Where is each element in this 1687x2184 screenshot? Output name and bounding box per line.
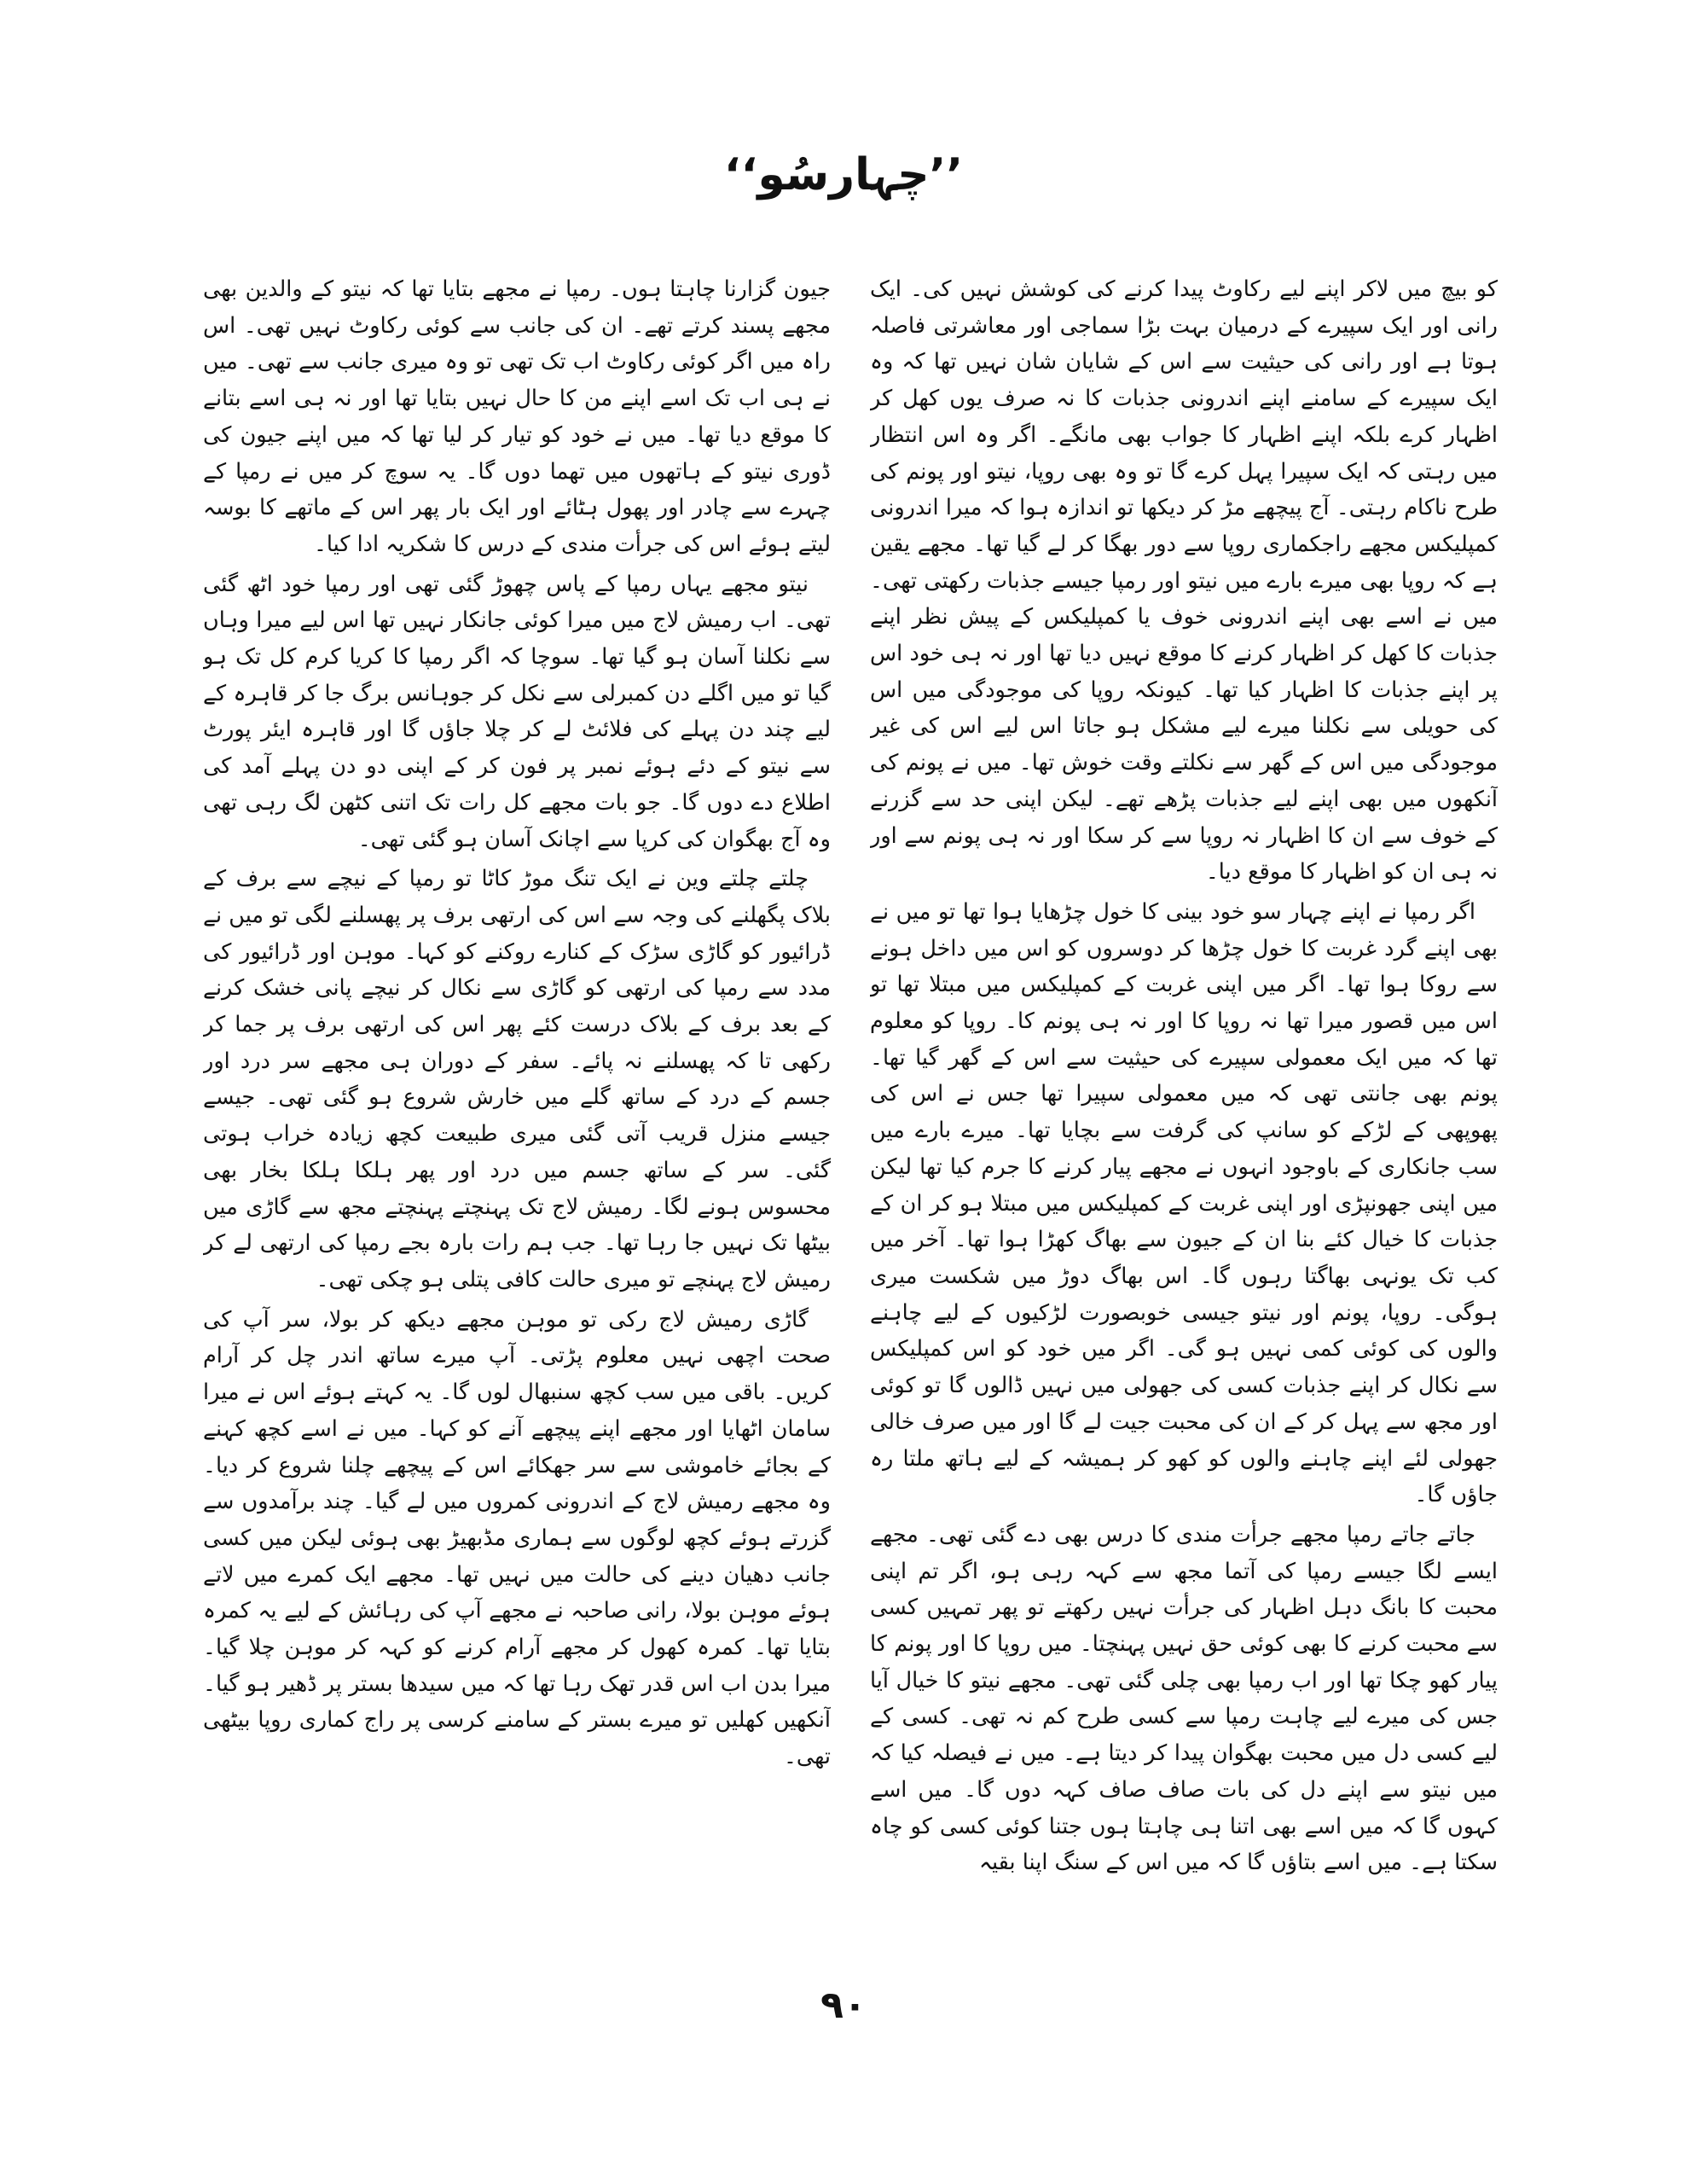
paragraph: کو بیچ میں لاکر اپنے لیے رکاوٹ پیدا کرنے کی کوشش نہیں کی۔ ایک رانی اور ایک سپیرے کے درمیان بہت بڑا سماجی اور معاشرتی فاصلہ ہوتا ہے اور رانی کی حیثیت سے اس کے شایان شان نہیں تھا کہ وہ ایک سپیرے کے سامنے اپنے اندرونی جذبات کا نہ صرف یوں کھل کر اظہار کرے بلکہ اپنے اظہار کا جواب بھی مانگے۔ اگر وہ اس انتظار میں رہتی کہ ایک سپیرا پہل کرے گا تو وہ بھی روپا، نیتو اور پونم کی طرح ناکام رہتی۔ آج پیچھے مڑ کر دیکھا تو اندازہ ہوا کہ میرا اندرونی کمپلیکس مجھے راجکماری روپا سے دور بھگا کر لے گیا تھا۔ مجھے یقین ہے کہ روپا بھی میرے بارے میں نیتو اور رمپا جیسے جذبات رکھتی تھی۔ میں نے اسے بھی اپنے اندرونی خوف یا کمپلیکس کے پیش نظر اپنے جذبات کا کھل کر اظہار کرنے کا موقع نہیں دیا تھا اور نہ ہی خود اس پر اپنے جذبات کا اظہار کیا تھا۔ کیونکہ روپا کی موجودگی میں اس کی حویلی سے نکلنا میرے لیے مشکل ہو جاتا اس لیے اس کی غیر موجودگی میں اس کے گھر سے نکلتے وقت خوش تھا۔ میں نے پونم کی آنکھوں میں بھی اپنے لیے جذبات پڑھے تھے۔ لیکن اپنی حد سے گزرنے کے خوف سے ان کا اظہار نہ روپا سے کر سکا اور نہ ہی پونم سے اور نہ ہی ان کو اظہار کا موقع دیا۔: [870, 276, 1498, 886]
article-body: [203, 271, 1498, 1969]
paragraph: گاڑی رمیش لاج رکی تو موہن مجھے دیکھ کر بولا، سر آپ کی صحت اچھی نہیں معلوم پڑتی۔ آپ میرے ساتھ اندر چل کر آرام کریں۔ باقی میں سب کچھ سنبھال لوں گا۔ یہ کہتے ہوئے اس نے میرا سامان اٹھایا اور مجھے اپنے پیچھے آنے کو کہا۔ میں نے اسے کچھ کہنے کے بجائے خاموشی سے سر جھکائے اس کے پیچھے چلنا شروع کر دیا۔ وہ مجھے رمیش لاج کے اندرونی کمروں میں لے گیا۔ چند برآمدوں سے گزرتے ہوئے کچھ لوگوں سے ہماری مڈبھیڑ بھی ہوئی لیکن میں کسی جانب دھیان دینے کی حالت میں نہیں تھا۔ مجھے ایک کمرے میں لاتے ہوئے موہن بولا، رانی صاحبہ نے مجھے آپ کی رہائش کے لیے یہ کمرہ بتایا تھا۔ کمرہ کھول کر مجھے آرام کرنے کو کہہ کر موہن چلا گیا۔ میرا بدن اب اس قدر تھک رہا تھا کہ میں سیدھا بستر پر ڈھیر ہو گیا۔ آنکھیں کھلیں تو میرے بستر کے سامنے کرسی پر راج کماری روپا بیٹھی تھی۔: [203, 1306, 831, 1770]
paragraph: نیتو مجھے یہاں رمپا کے پاس چھوڑ گئی تھی اور رمپا خود اٹھ گئی تھی۔ اب رمیش لاج میں میرا کوئی جانکار نہیں تھا اس لیے میرا وہاں سے نکلنا آسان ہو گیا تھا۔ سوچا کہ اگر رمپا کا کریا کرم کل تک ہو گیا تو میں اگلے دن کمبرلی سے نکل کر جوہانس برگ جا کر قاہرہ کے لیے چند دن پہلے کی فلائٹ لے کر چلا جاؤں گا اور قاہرہ ایئر پورٹ سے نیتو کے دئے ہوئے نمبر پر فون کر کے اپنی دو دن پہلے آمد کی اطلاع دے دوں گا۔ جو بات مجھے کل رات تک اتنی کٹھن لگ رہی تھی وہ آج بھگوان کی کرپا سے اچانک آسان ہو گئی تھی۔: [203, 571, 831, 852]
column-right: [870, 271, 1498, 1969]
paragraph: اگر رمپا نے اپنے چہار سو خود بینی کا خول چڑھایا ہوا تھا تو میں نے بھی اپنے گرد غربت کا خول چڑھا کر دوسروں کو اس میں داخل ہونے سے روکا ہوا تھا۔ اگر میں اپنی غربت کے کمپلیکس میں مبتلا تھا تو اس میں قصور میرا تھا نہ روپا کا اور نہ ہی پونم کا۔ روپا کو معلوم تھا کہ میں ایک معمولی سپیرے کی حیثیت سے اس کے گھر گیا تھا۔ پونم بھی جانتی تھی کہ میں معمولی سپیرا تھا جس نے اس کی پھوپھی کے لڑکے کو سانپ کی گرفت سے بچایا تھا۔ میرے بارے میں سب جانکاری کے باوجود انہوں نے مجھے پیار کرنے کا جرم کیا تھا لیکن میں اپنی جھونپڑی اور اپنی غربت کے کمپلیکس میں مبتلا ہو کر ان کے جذبات کا خیال کئے بنا ان کے جیون سے بھاگ کھڑا ہوا تھا۔ آخر میں کب تک یونہی بھاگتا رہوں گا۔ اس بھاگ دوڑ میں شکست میری ہوگی۔ روپا، پونم اور نیتو جیسی خوبصورت لڑکیوں کے لیے چاہنے والوں کی کوئی کمی نہیں ہو گی۔ اگر میں خود کو اس کمپلیکس سے نکال کر اپنے جذبات کسی کی جھولی میں نہیں ڈالوں گا تو کوئی اور مجھ سے پہل کر کے ان کی محبت جیت لے گا اور میں صرف خالی جھولی لئے اپنے چاہنے والوں کو کھو کر ہمیشہ کے لیے ہاتھ ملتا رہ جاؤں گا۔: [870, 898, 1498, 1508]
paragraph: جیون گزارنا چاہتا ہوں۔ رمپا نے مجھے بتایا تھا کہ نیتو کے والدین بھی مجھے پسند کرتے تھے۔ ان کی جانب سے کوئی رکاوٹ نہیں تھی۔ اس راہ میں اگر کوئی رکاوٹ اب تک تھی تو وہ میری جانب سے تھی۔ میں نے ہی اب تک اسے اپنے من کا حال نہیں بتایا تھا اور نہ ہی اسے بتانے کا موقع دیا تھا۔ میں نے خود کو تیار کر لیا تھا کہ میں اپنے جیون کی ڈوری نیتو کے ہاتھوں میں تھما دوں گا۔ یہ سوچ کر میں نے رمپا کے چہرے سے چادر اور پھول ہٹائے اور ایک بار پھر اس کے ماتھے کا بوسہ لیتے ہوئے اس کی جرأت مندی کے درس کا شکریہ ادا کیا۔: [203, 276, 831, 557]
column-left: [203, 271, 831, 1969]
page-header-title: ’’چہارسُو‘‘: [723, 149, 964, 200]
page-number: ۹۰: [820, 1984, 867, 2027]
paragraph: جاتے جاتے رمپا مجھے جرأت مندی کا درس بھی دے گئی تھی۔ مجھے ایسے لگا جیسے رمپا کی آتما مجھ سے کہہ رہی ہو، اگر تم اپنی محبت کا بانگ دہل اظہار کی جرأت نہیں رکھتے تو پھر تمہیں کسی سے محبت کرنے کا بھی کوئی حق نہیں پہنچتا۔ میں روپا کا اور پونم کا پیار کھو چکا تھا اور اب رمپا بھی چلی گئی تھی۔ مجھے نیتو کا خیال آیا جس کی میرے لیے چاہت رمپا سے کسی طرح کم نہ تھی۔ کسی کے لیے کسی دل میں محبت بھگوان پیدا کر دیتا ہے۔ میں نے فیصلہ کیا کہ میں نیتو سے اپنے دل کی بات صاف صاف کہہ دوں گا۔ میں اسے کہوں گا کہ میں اسے بھی اتنا ہی چاہتا ہوں جتنا کوئی کسی کو چاہ سکتا ہے۔ میں اسے بتاؤں گا کہ میں اس کے سنگ اپنا بقیہ: [870, 1521, 1498, 1876]
paragraph: چلتے چلتے وین نے ایک تنگ موڑ کاٹا تو رمپا کے نیچے سے برف کے بلاک پگھلنے کی وجہ سے اس کی ارتھی برف پر پھسلنے لگی تو میں نے ڈرائیور کو گاڑی سڑک کے کنارے روکنے کو کہا۔ موہن اور ڈرائیور کی مدد سے رمپا کی ارتھی کو گاڑی سے نکال کر نیچے پانی خشک کرنے کے بعد برف کے بلاک درست کئے پھر اس کی ارتھی برف پر جما کر رکھی تا کہ پھسلنے نہ پائے۔ سفر کے دوران ہی مجھے سر درد اور جسم کے درد کے ساتھ گلے میں خارش شروع ہو گئی تھی۔ جیسے جیسے منزل قریب آتی گئی میری طبیعت کچھ زیادہ خراب ہوتی گئی۔ سر کے ساتھ جسم میں درد اور پھر ہلکا ہلکا بخار بھی محسوس ہونے لگا۔ رمیش لاج تک پہنچتے پہنچتے مجھ سے گاڑی میں بیٹھا تک نہیں جا رہا تھا۔ جب ہم رات بارہ بجے رمپا کی ارتھی لے کر رمیش لاج پہنچے تو میری حالت کافی پتلی ہو چکی تھی۔: [203, 866, 831, 1292]
